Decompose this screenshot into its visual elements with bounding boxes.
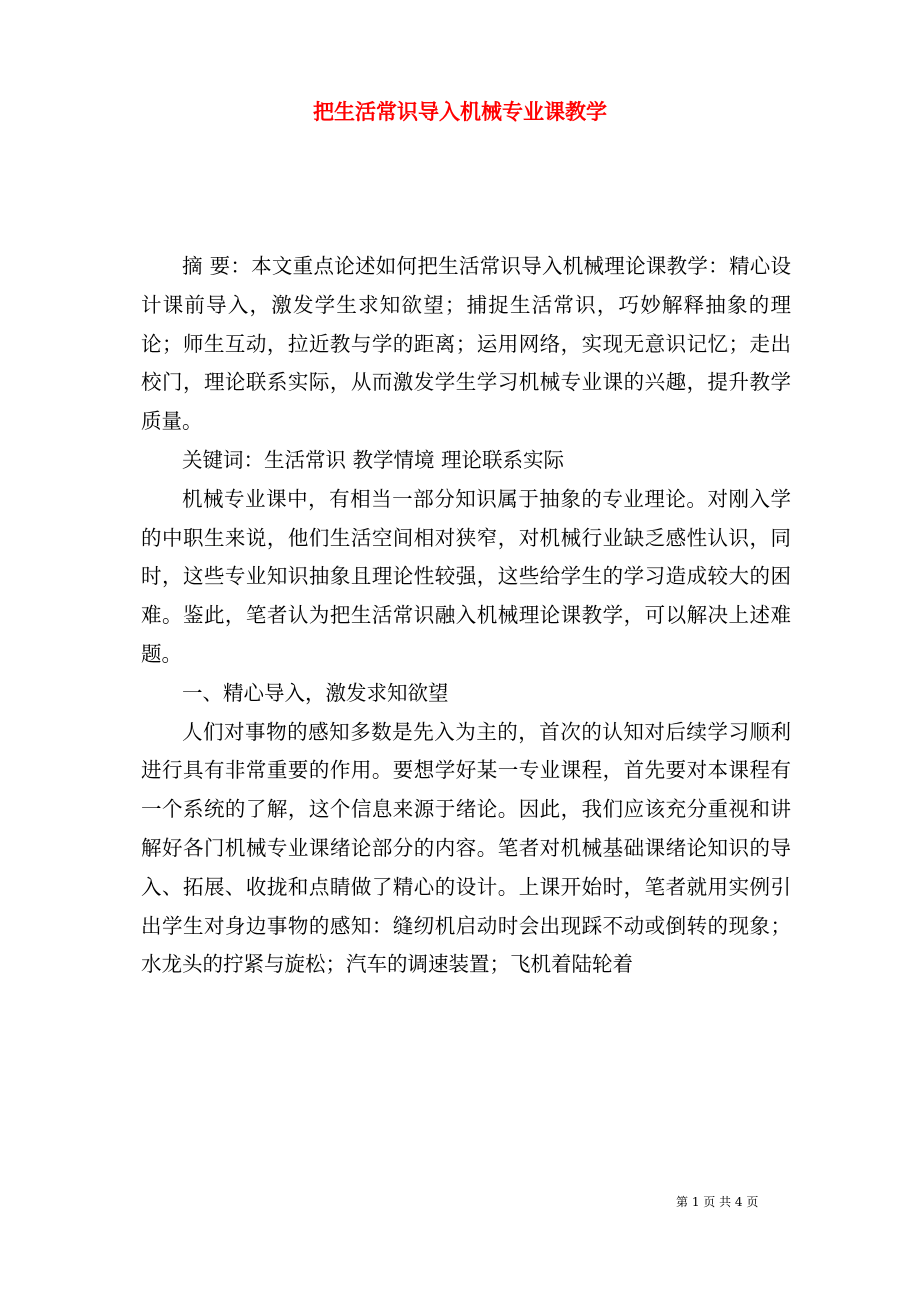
document-title: 把生活常识导入机械专业课教学 [313, 99, 607, 124]
section-heading: 一、精心导入，激发求知欲望 [182, 680, 449, 705]
body-paragraph: 人们对事物的感知多数是先入为主的，首次的认知对后续学习顺利进行具有非常重要的作用。要想学好某一专业课程，首先要对本课程有一个系统的了解，这个信息来源于绪论。因此，我们应该充分重视和讲解好各门机械专业课绪论部分的内容。笔者对机械基础课绪论知识的导入、拓展、收拢和点睛做了精心的设计。上课开始时，笔者就用实例引出学生对身边事物的感知：缝纫机启动时会出现踩不动或倒转的现象；水龙头的拧紧与旋松；汽车的调速装置；飞机着陆轮着 [141, 719, 791, 977]
page-number-footer: 第 1 页 共 4 页 [676, 1195, 759, 1209]
document-body [141, 247, 791, 984]
keywords-paragraph: 关键词：生活常识 教学情境 理论联系实际 [182, 447, 565, 472]
abstract-paragraph: 摘 要：本文重点论述如何把生活常识导入机械理论课教学：精心设计课前导入，激发学生求知欲望；捕捉生活常识，巧妙解释抽象的理论；师生互动，拉近教与学的距离；运用网络，实现无意识记忆；走出校门，理论联系实际，从而激发学生学习机械专业课的兴趣，提升教学质量。 [141, 254, 791, 434]
body-paragraph: 机械专业课中，有相当一部分知识属于抽象的专业理论。对刚入学的中职生来说，他们生活空间相对狭窄，对机械行业缺乏感性认识，同时，这些专业知识抽象且理论性较强，这些给学生的学习造成较大的困难。鉴此，笔者认为把生活常识融入机械理论课教学，可以解决上述难题。 [141, 486, 791, 666]
